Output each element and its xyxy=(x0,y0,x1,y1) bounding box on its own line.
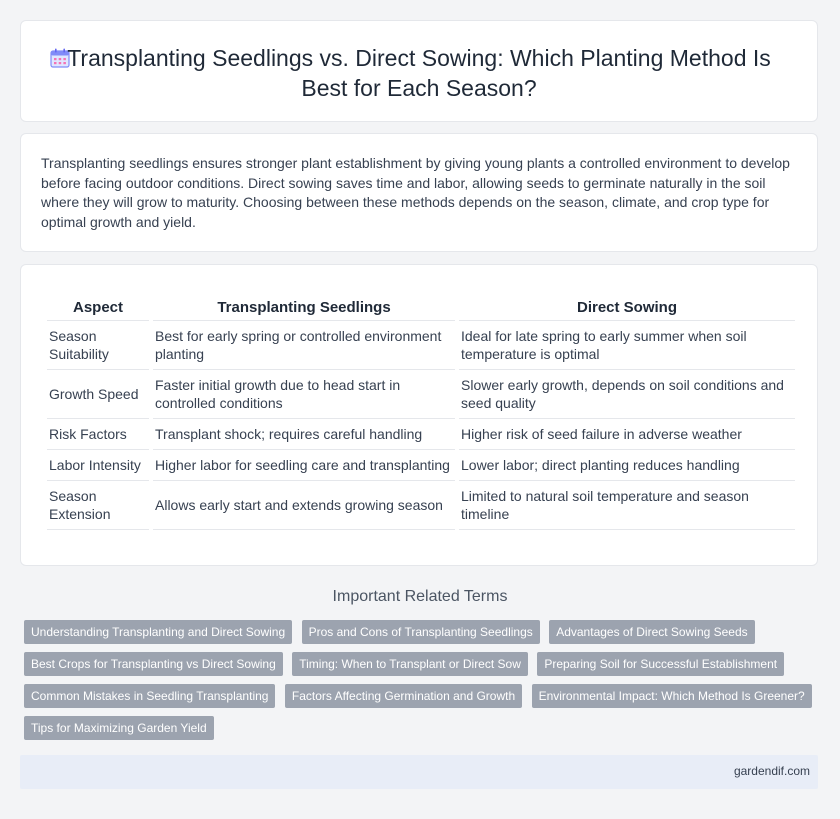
table-cell: Transplant shock; requires careful handling xyxy=(153,419,455,450)
related-term-link[interactable]: Preparing Soil for Successful Establishment xyxy=(537,652,784,676)
comparison-card xyxy=(20,264,818,566)
related-term-link[interactable]: Tips for Maximizing Garden Yield xyxy=(24,716,214,740)
table-cell: Ideal for late spring to early summer when soil temperature is optimal xyxy=(459,321,795,370)
related-term-link[interactable]: Pros and Cons of Transplanting Seedlings xyxy=(302,620,540,644)
table-row xyxy=(47,419,795,450)
table-cell: Best for early spring or controlled environment planting xyxy=(153,321,455,370)
related-terms-heading: Important Related Terms xyxy=(332,588,508,605)
related-term-link[interactable]: Factors Affecting Germination and Growth xyxy=(285,684,522,708)
footer xyxy=(20,755,818,789)
table-row xyxy=(47,321,795,370)
table-cell: Higher labor for seedling care and transplanting xyxy=(153,450,455,481)
column-header-aspect: Aspect xyxy=(47,298,149,321)
table-row xyxy=(47,370,795,419)
intro-card xyxy=(20,133,818,252)
table-cell: Higher risk of seed failure in adverse weather xyxy=(459,419,795,450)
related-term-link[interactable]: Common Mistakes in Seedling Transplanting xyxy=(24,684,275,708)
related-terms-list xyxy=(24,620,824,748)
column-header-direct-sowing: Direct Sowing xyxy=(459,298,795,321)
column-header-transplanting: Transplanting Seedlings xyxy=(153,298,455,321)
comparison-table xyxy=(43,298,799,530)
related-term-link[interactable]: Understanding Transplanting and Direct Sowing xyxy=(24,620,292,644)
table-cell: Limited to natural soil temperature and season timeline xyxy=(459,481,795,530)
intro-text: Transplanting seedlings ensures stronger plant establishment by giving young plants a controlled environment to develop before facing outdoor conditions. Direct sowing saves time and labor, allowing seeds to germinate naturally in the soil where they will grow to maturity. Choosing between these methods depends on the season, climate, and crop type for optimal growth and yield. xyxy=(41,155,790,231)
footer-site-link[interactable]: gardendif.com xyxy=(733,764,810,778)
page-title: Transplanting Seedlings vs. Direct Sowing: Which Planting Method Is Best for Each Season? xyxy=(67,45,771,101)
table-cell: Growth Speed xyxy=(47,370,149,419)
table-row xyxy=(47,450,795,481)
related-term-link[interactable]: Environmental Impact: Which Method Is Greener? xyxy=(532,684,812,708)
table-header-row xyxy=(47,298,795,321)
header-card xyxy=(20,20,818,122)
related-term-link[interactable]: Advantages of Direct Sowing Seeds xyxy=(549,620,754,644)
table-cell: Season Suitability xyxy=(47,321,149,370)
table-cell: Faster initial growth due to head start in controlled conditions xyxy=(153,370,455,419)
table-row xyxy=(47,481,795,530)
table-cell: Slower early growth, depends on soil conditions and seed quality xyxy=(459,370,795,419)
table-cell: Labor Intensity xyxy=(47,450,149,481)
table-cell: Season Extension xyxy=(47,481,149,530)
table-cell: Lower labor; direct planting reduces handling xyxy=(459,450,795,481)
related-term-link[interactable]: Best Crops for Transplanting vs Direct Sowing xyxy=(24,652,283,676)
table-cell: Risk Factors xyxy=(47,419,149,450)
table-cell: Allows early start and extends growing season xyxy=(153,481,455,530)
related-term-link[interactable]: Timing: When to Transplant or Direct Sow xyxy=(292,652,528,676)
